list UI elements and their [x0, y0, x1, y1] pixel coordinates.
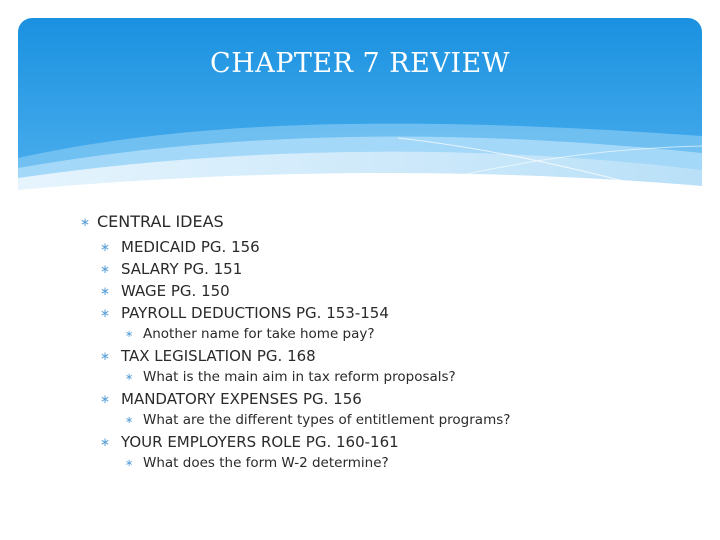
outline-item-level-3	[80, 324, 700, 345]
outline-item-text: What does the form W-2 determine?	[143, 455, 389, 471]
bullet-icon: ∗	[125, 372, 134, 383]
bullet-outline	[80, 208, 700, 474]
outline-item-level-2	[80, 431, 700, 453]
outline-item-level-2	[80, 388, 700, 410]
outline-item-text: TAX LEGISLATION PG. 168	[121, 347, 316, 365]
outline-item-text: Another name for take home pay?	[143, 326, 375, 342]
slide-title: CHAPTER 7 REVIEW	[210, 48, 510, 79]
outline-item-text: What is the main aim in tax reform proposals?	[143, 369, 456, 385]
outline-item-text: MEDICAID PG. 156	[121, 238, 260, 256]
bullet-icon: ∗	[100, 262, 111, 276]
outline-item-level-3	[80, 367, 700, 388]
bullet-icon: ∗	[100, 349, 111, 363]
outline-item-level-2	[80, 302, 700, 324]
bullet-icon: ∗	[125, 458, 134, 469]
outline-item-level-2	[80, 280, 700, 302]
bullet-icon: ∗	[100, 240, 111, 254]
outline-item-level-2	[80, 236, 700, 258]
outline-item-text: PAYROLL DEDUCTIONS PG. 153-154	[121, 304, 389, 322]
bullet-icon: ∗	[100, 435, 111, 449]
outline-item-level-3	[80, 453, 700, 474]
outline-item-text: What are the different types of entitlement programs?	[143, 412, 511, 428]
bullet-icon: ∗	[125, 415, 134, 426]
bullet-icon: ∗	[100, 392, 111, 406]
outline-item-text: MANDATORY EXPENSES PG. 156	[121, 390, 362, 408]
bullet-icon: ∗	[100, 306, 111, 320]
bullet-icon: ∗	[100, 284, 111, 298]
outline-item-text: YOUR EMPLOYERS ROLE PG. 160-161	[121, 433, 399, 451]
outline-item-level-2	[80, 258, 700, 280]
outline-item-text: CENTRAL IDEAS	[97, 212, 224, 231]
banner-wave-graphic	[18, 18, 702, 196]
bullet-icon: ∗	[80, 215, 91, 229]
bullet-icon: ∗	[125, 329, 134, 340]
title-banner	[18, 18, 702, 196]
outline-item-text: WAGE PG. 150	[121, 282, 230, 300]
outline-item-text: SALARY PG. 151	[121, 260, 243, 278]
outline-item-level-1	[80, 208, 700, 236]
outline-item-level-2	[80, 345, 700, 367]
outline-item-level-3	[80, 410, 700, 431]
